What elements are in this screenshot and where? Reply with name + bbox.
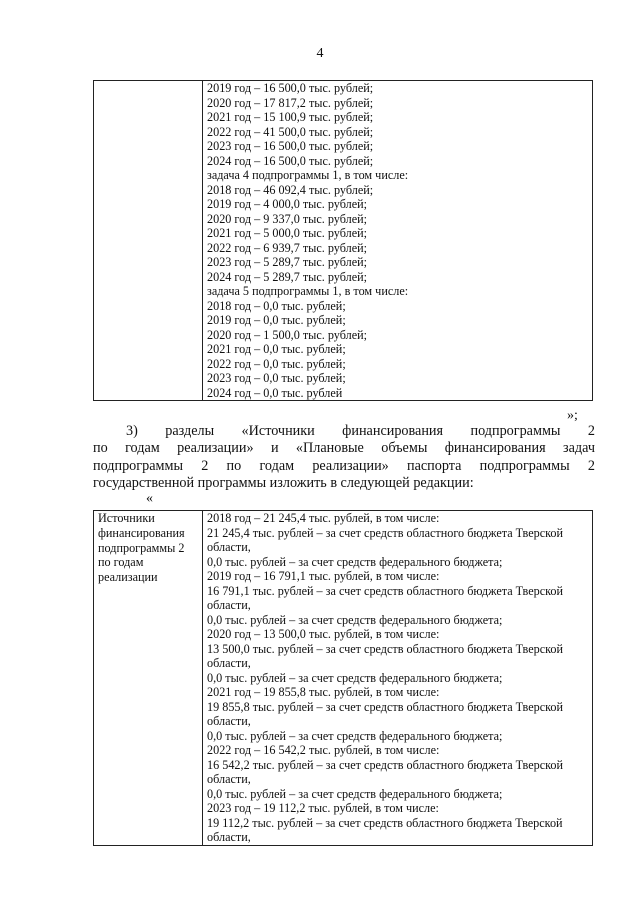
closing-quote: »;	[567, 408, 578, 423]
funding-line: задача 4 подпрограммы 1, в том числе:	[207, 168, 409, 182]
paragraph-line: подпрограммы 2 по годам реализации» паспорта подпрограммы 2	[93, 457, 595, 474]
funding-sources-label	[98, 511, 200, 585]
funding-line: 2024 год – 16 500,0 тыс. рублей;	[207, 153, 374, 168]
funding-line: 2020 год – 1 500,0 тыс. рублей;	[207, 327, 368, 342]
funding-detail-line: 0,0 тыс. рублей – за счет средств федерального бюджета;	[207, 728, 503, 743]
funding-line: 2019 год – 4 000,0 тыс. рублей;	[207, 197, 368, 211]
label-line: подпрограммы 2	[98, 540, 185, 555]
funding-line: 2024 год – 0,0 тыс. рублей	[207, 385, 343, 400]
label-line: реализации	[98, 570, 158, 585]
page-number: 4	[316, 46, 324, 61]
funding-detail-line: области,	[207, 598, 251, 612]
funding-line: 2021 год – 0,0 тыс. рублей;	[207, 342, 346, 356]
funding-detail-line: 21 245,4 тыс. рублей – за счет средств областного бюджета Тверской	[207, 525, 564, 540]
funding-lines	[207, 81, 590, 400]
funding-details-cell	[203, 511, 593, 846]
funding-line: 2020 год – 9 337,0 тыс. рублей;	[207, 211, 368, 226]
funding-detail-line: 2021 год – 19 855,8 тыс. рублей, в том числе:	[207, 685, 440, 699]
funding-detail-line: области,	[207, 656, 251, 670]
funding-detail-line: 0,0 тыс. рублей – за счет средств федерального бюджета;	[207, 554, 503, 569]
funding-detail-line: области,	[207, 830, 251, 844]
amendment-paragraph	[93, 423, 595, 492]
label-line: Источники	[98, 511, 155, 525]
subprogram-2-funding-table	[93, 510, 593, 846]
funding-line: 2021 год – 5 000,0 тыс. рублей;	[207, 226, 368, 240]
funding-detail-line: области,	[207, 540, 251, 554]
paragraph-line: по годам реализации» и «Плановые объемы финансирования задач	[93, 440, 595, 457]
funding-detail-line: 2022 год – 16 542,2 тыс. рублей, в том числе:	[207, 743, 440, 757]
table-left-cell-empty	[94, 81, 203, 401]
funding-line: 2023 год – 16 500,0 тыс. рублей;	[207, 139, 374, 153]
opening-quote: «	[146, 491, 153, 506]
funding-line: 2023 год – 5 289,7 тыс. рублей;	[207, 255, 368, 269]
funding-line: 2022 год – 0,0 тыс. рублей;	[207, 356, 346, 371]
funding-detail-line: 2019 год – 16 791,1 тыс. рублей, в том числе:	[207, 569, 440, 583]
funding-sources-label-cell	[94, 511, 203, 846]
funding-detail-lines	[207, 511, 590, 845]
funding-line: 2024 год – 5 289,7 тыс. рублей;	[207, 269, 368, 284]
funding-table-continuation	[93, 80, 593, 401]
funding-line: 2023 год – 0,0 тыс. рублей;	[207, 371, 346, 385]
funding-detail-line: 19 112,2 тыс. рублей – за счет средств областного бюджета Тверской	[207, 815, 563, 830]
paragraph-line: государственной программы изложить в следующей редакции:	[93, 474, 474, 491]
label-line: финансирования	[98, 525, 185, 540]
funding-detail-line: 2018 год – 21 245,4 тыс. рублей, в том числе:	[207, 511, 440, 525]
funding-line: 2022 год – 41 500,0 тыс. рублей;	[207, 124, 374, 139]
funding-detail-line: 0,0 тыс. рублей – за счет средств федерального бюджета;	[207, 786, 503, 801]
funding-detail-line: 13 500,0 тыс. рублей – за счет средств областного бюджета Тверской	[207, 641, 564, 656]
funding-line: 2018 год – 46 092,4 тыс. рублей;	[207, 182, 374, 197]
funding-detail-line: 2020 год – 13 500,0 тыс. рублей, в том числе:	[207, 627, 440, 641]
funding-line: 2021 год – 15 100,9 тыс. рублей;	[207, 110, 374, 124]
funding-detail-line: 0,0 тыс. рублей – за счет средств федерального бюджета;	[207, 612, 503, 627]
funding-detail-line: области,	[207, 772, 251, 786]
funding-detail-line: 2023 год – 19 112,2 тыс. рублей, в том числе:	[207, 801, 439, 815]
funding-detail-line: 0,0 тыс. рублей – за счет средств федерального бюджета;	[207, 670, 503, 685]
funding-line: 2019 год – 16 500,0 тыс. рублей;	[207, 81, 374, 95]
funding-line: 2020 год – 17 817,2 тыс. рублей;	[207, 95, 374, 110]
table-right-cell	[203, 81, 593, 401]
funding-line: 2019 год – 0,0 тыс. рублей;	[207, 313, 346, 327]
funding-line: 2018 год – 0,0 тыс. рублей;	[207, 298, 346, 313]
label-line: по годам	[98, 555, 144, 570]
funding-line: задача 5 подпрограммы 1, в том числе:	[207, 284, 409, 298]
funding-line: 2022 год – 6 939,7 тыс. рублей;	[207, 240, 368, 255]
funding-detail-line: области,	[207, 714, 251, 728]
paragraph-line: 3) разделы «Источники финансирования подпрограммы 2	[126, 423, 595, 439]
funding-detail-line: 16 791,1 тыс. рублей – за счет средств областного бюджета Тверской	[207, 583, 564, 598]
funding-detail-line: 19 855,8 тыс. рублей – за счет средств областного бюджета Тверской	[207, 699, 564, 714]
funding-detail-line: 16 542,2 тыс. рублей – за счет средств областного бюджета Тверской	[207, 757, 564, 772]
